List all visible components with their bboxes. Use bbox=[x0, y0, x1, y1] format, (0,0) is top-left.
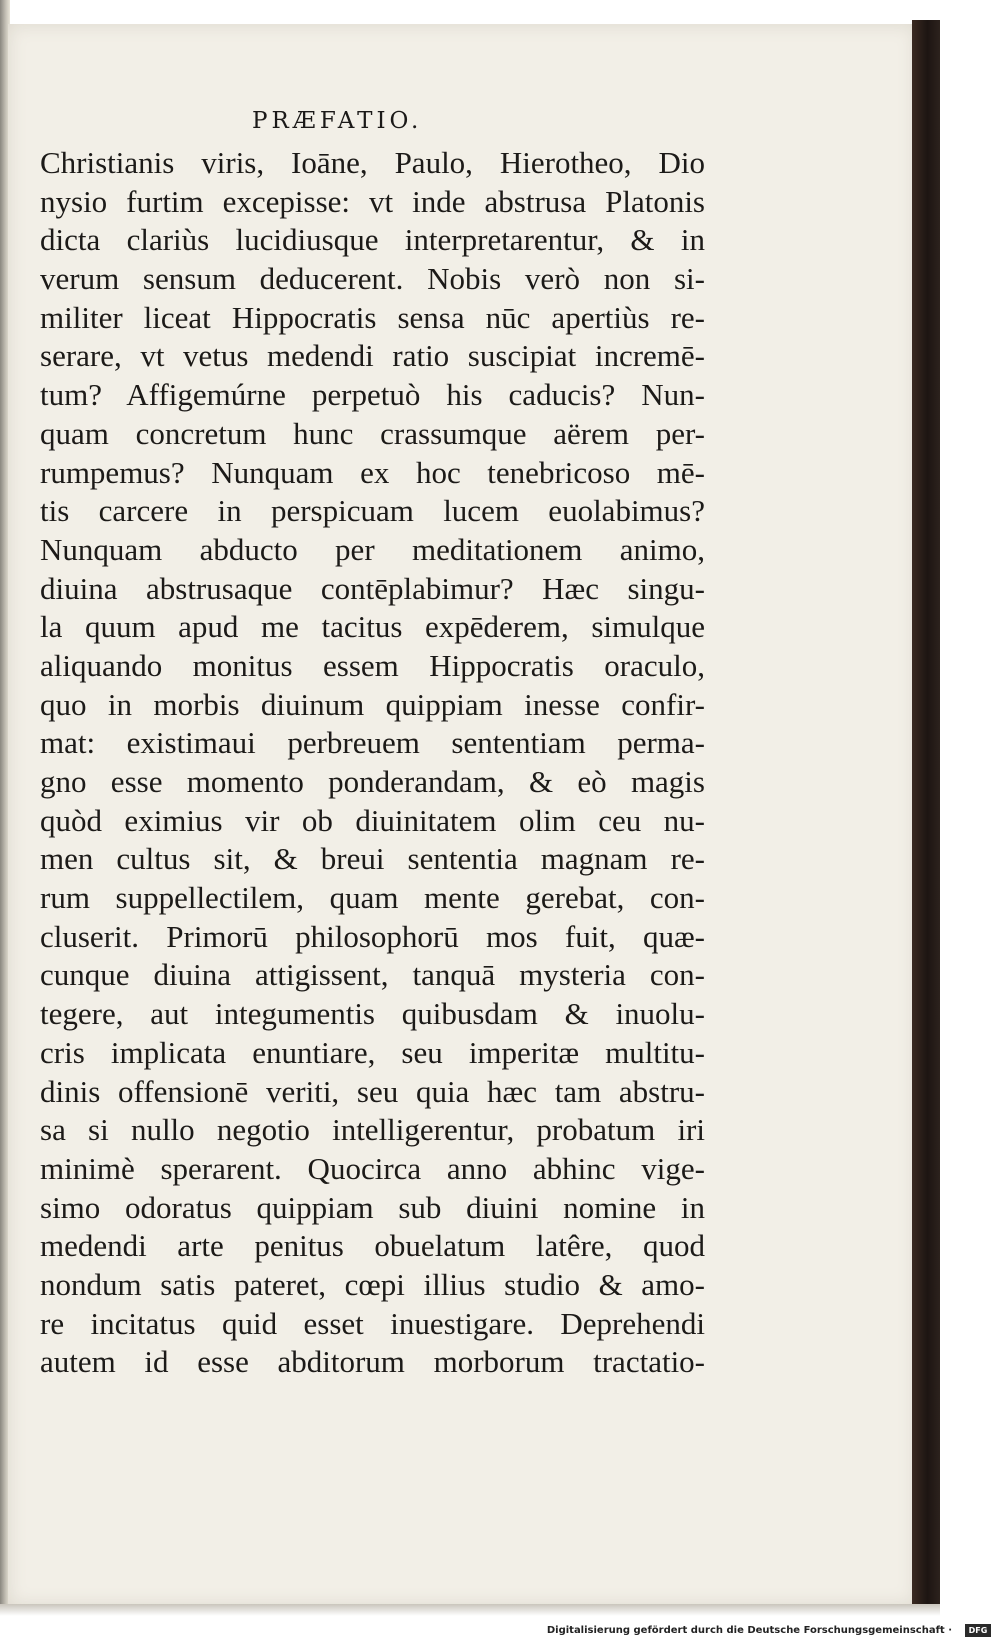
text-line: simo odoratus quippiam sub diuini nomine in bbox=[40, 1189, 705, 1225]
text-line: autem id esse abditorum morborum tractatio- bbox=[40, 1344, 705, 1380]
text-line: aliquando monitus essem Hippocratis oraculo, bbox=[40, 647, 705, 683]
text-line: dinis offensionē veriti, seu quia hæc tam abstru- bbox=[40, 1073, 705, 1109]
text-line: cunque diuina attigissent, tanquā mysteria con- bbox=[40, 957, 705, 993]
running-head: PRÆFATIO. bbox=[252, 108, 423, 134]
text-line: quam concretum hunc crassumque aërem per- bbox=[40, 415, 705, 451]
text-line: minimè sperarent. Quocirca anno abhinc vige- bbox=[40, 1150, 705, 1186]
text-line: Nunquam abducto per meditationem animo, bbox=[40, 531, 705, 567]
text-line: sa si nullo negotio intelligerentur, probatum iri bbox=[40, 1112, 705, 1148]
text-line: tum? Affigemúrne perpetuò his caducis? Nun- bbox=[40, 377, 705, 413]
text-line: diuina abstrusaque contēplabimur? Hæc singu- bbox=[40, 570, 705, 606]
text-line: dicta clariùs lucidiusque interpretarentur, & in bbox=[40, 222, 705, 258]
text-line: gno esse momento ponderandam, & eò magis bbox=[40, 764, 705, 799]
text-line: Christianis viris, Ioāne, Paulo, Hierotheo, Dio bbox=[40, 145, 705, 180]
text-line: cluserit. Primorū philosophorū mos fuit, quæ- bbox=[40, 918, 705, 954]
text-line: tegere, aut integumentis quibusdam & inuolu- bbox=[40, 996, 705, 1032]
text-line: quo in morbis diuinum quippiam inesse confir- bbox=[40, 686, 705, 722]
text-line: medendi arte penitus obuelatum latêre, quod bbox=[40, 1228, 705, 1264]
text-line: serare, vt vetus medendi ratio suscipiat incremē- bbox=[40, 338, 705, 374]
text-line: la quum apud me tacitus expēderem, simulque bbox=[40, 609, 705, 645]
text-line: tis carcere in perspicuam lucem euolabimus? bbox=[40, 493, 705, 529]
book-binding bbox=[912, 20, 940, 1610]
dfg-logo: DFG bbox=[965, 1624, 991, 1637]
text-line: nondum satis pateret, cœpi illius studio & amo- bbox=[40, 1266, 705, 1302]
body-text bbox=[40, 144, 705, 1382]
text-line: rumpemus? Nunquam ex hoc tenebricoso mē- bbox=[40, 454, 705, 490]
text-line: men cultus sit, & breui sententia magnam re- bbox=[40, 841, 705, 877]
text-line: verum sensum deducerent. Nobis verò non si- bbox=[40, 261, 705, 297]
text-line: quòd eximius vir ob diuinitatem olim ceu nu- bbox=[40, 802, 705, 838]
text-line: mat: existimaui perbreuem sententiam perma- bbox=[40, 725, 705, 761]
digitization-credit: Digitalisierung gefördert durch die Deutsche Forschungsgemeinschaft · bbox=[546, 1625, 952, 1636]
text-line: rum suppellectilem, quam mente gerebat, con- bbox=[40, 880, 705, 916]
text-line: re incitatus quid esset inuestigare. Deprehendi bbox=[40, 1305, 705, 1341]
text-line: militer liceat Hippocratis sensa nūc apertiùs re- bbox=[40, 299, 705, 335]
text-line: cris implicata enuntiare, seu imperitæ multitu- bbox=[40, 1034, 705, 1070]
text-line: nysio furtim excepisse: vt inde abstrusa Platonis bbox=[40, 183, 705, 219]
page-shadow bbox=[0, 1604, 940, 1616]
